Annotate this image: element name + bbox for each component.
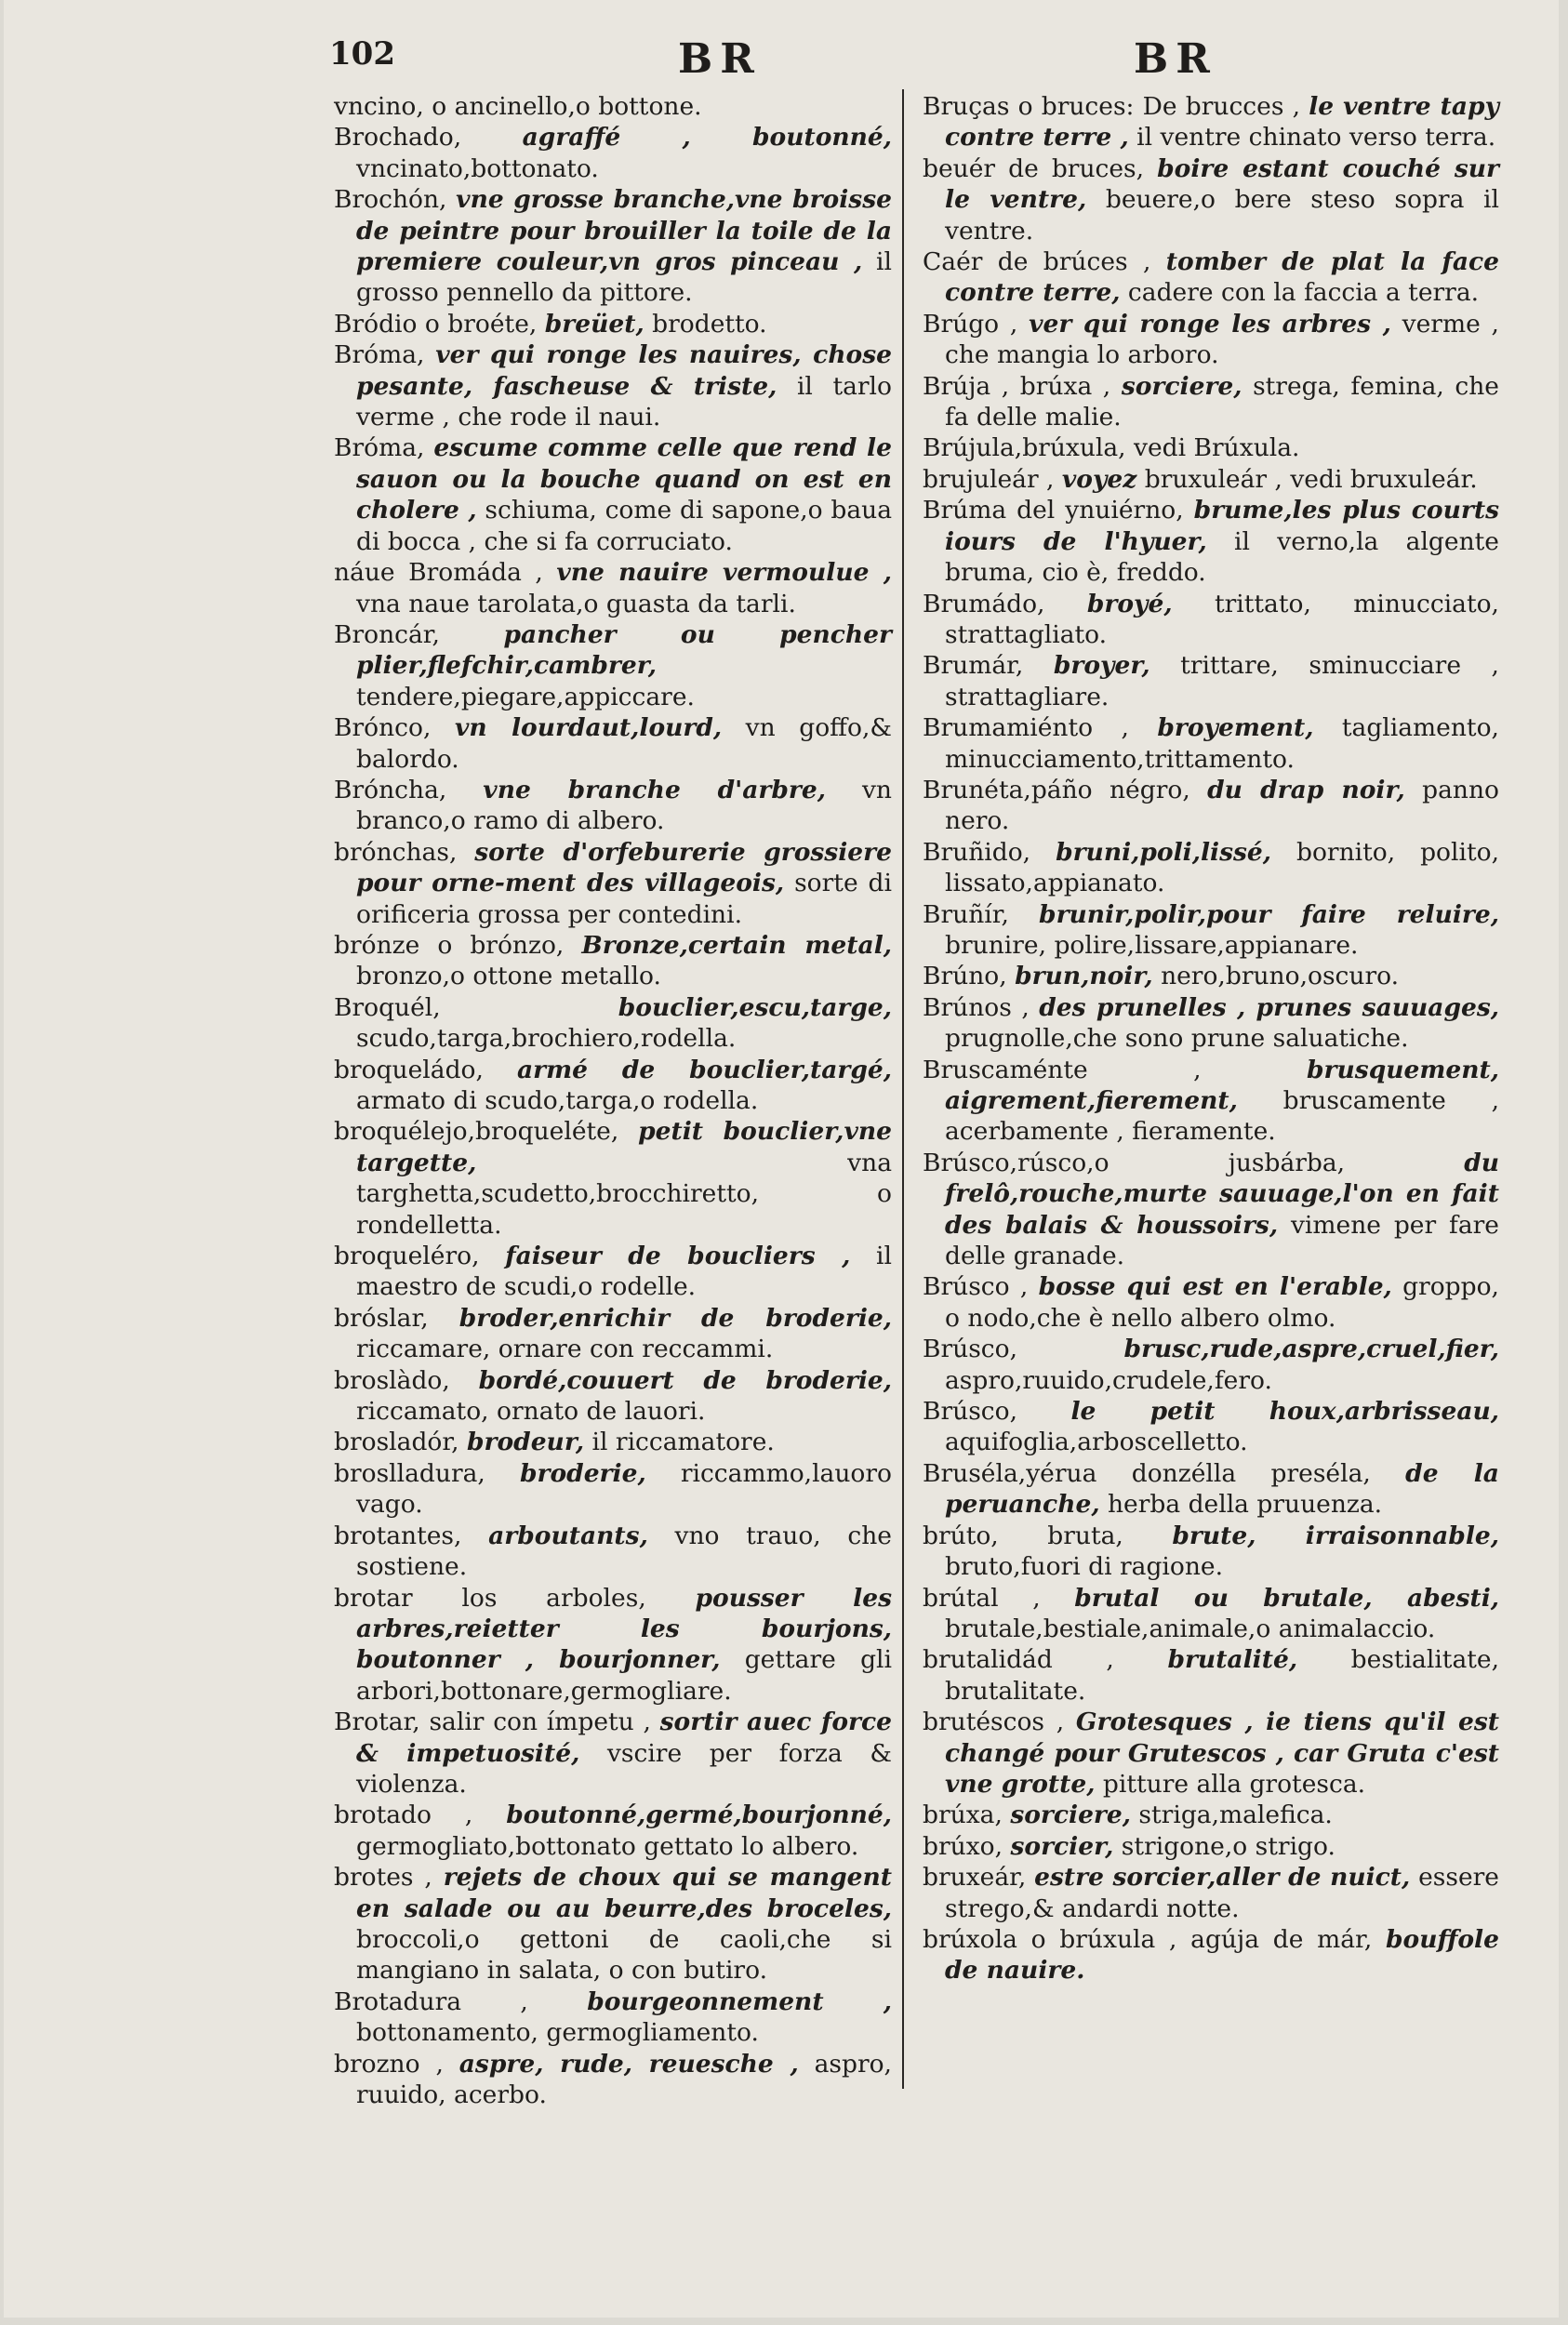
italian-gloss: bottonamento, germogliamento. <box>356 2018 759 2048</box>
spanish-headword: brotes , <box>334 1863 432 1893</box>
french-gloss: faiseur de boucliers , <box>505 1242 851 1271</box>
dictionary-entry <box>334 1116 892 1241</box>
italian-gloss: il verno,la algente bruma, cio è, freddo. <box>945 526 1499 588</box>
italian-gloss: vn goffo,& balordo. <box>356 713 892 774</box>
italian-gloss: panno nero. <box>945 775 1499 836</box>
italian-gloss: nero,bruno,oscuro. <box>1161 962 1400 991</box>
spanish-headword: brozno , <box>334 2049 444 2079</box>
dictionary-entry <box>334 1303 892 1365</box>
dictionary-entry <box>923 992 1499 1055</box>
spanish-headword: brosladór, <box>334 1428 459 1457</box>
italian-gloss: tagliamento, minucciamento,trittamento. <box>945 713 1499 774</box>
spanish-headword: Bruscaménte , <box>923 1055 1202 1084</box>
italian-gloss: bornito, polito, lissato,appianato. <box>945 837 1499 898</box>
french-gloss: estre sorcier,aller de nuict, <box>1034 1863 1411 1893</box>
french-gloss: le ventre tapy contre terre , <box>945 92 1499 153</box>
spanish-headword: Brumádo, <box>923 589 1045 618</box>
dictionary-entry <box>923 1644 1499 1707</box>
dictionary-entry <box>334 712 892 775</box>
italian-gloss: strega, femina, che fa delle malie. <box>945 371 1499 432</box>
french-gloss: brusc,rude,aspre,cruel,fier, <box>1123 1335 1499 1364</box>
french-gloss: escume comme celle que rend le sauon ou la bouche quand on est en cholere , <box>356 433 892 525</box>
italian-gloss: tendere,piegare,appiccare. <box>356 682 695 711</box>
italian-gloss: cadere con la faccia a terra. <box>1127 278 1480 308</box>
italian-gloss: trittare, sminucciare , strattagliare. <box>945 651 1499 711</box>
french-gloss: du drap noir, <box>1207 775 1405 804</box>
italian-gloss: il ventre chinato verso terra. <box>1136 123 1496 153</box>
italian-gloss: bruxuleár , vedi bruxuleár. <box>1144 464 1478 494</box>
italian-gloss: vno trauo, che sostiene. <box>356 1521 892 1582</box>
italian-gloss: strigone,o strigo. <box>1121 1831 1335 1861</box>
spanish-headword: Brúma del ynuiérno, <box>923 496 1184 525</box>
italian-gloss: vn branco,o ramo di albero. <box>356 775 892 836</box>
spanish-headword: Brúno, <box>923 962 1007 991</box>
dictionary-entry <box>923 899 1499 962</box>
spanish-headword: broqueléro, <box>334 1242 480 1271</box>
french-gloss: brunir,polir,pour faire reluire, <box>1039 899 1499 929</box>
spanish-headword: broquélejo,broqueléte, <box>334 1117 619 1147</box>
running-head-right: BR <box>1134 35 1217 83</box>
dictionary-entry <box>334 930 892 992</box>
french-gloss: brutal ou brutale, abesti, <box>1074 1583 1499 1613</box>
dictionary-entry <box>923 775 1499 837</box>
dictionary-entry <box>923 1583 1499 1645</box>
dictionary-entry <box>334 339 892 432</box>
french-gloss: brutalité, <box>1167 1645 1298 1675</box>
italian-gloss: vna naue tarolata,o guasta da tarli. <box>356 589 796 618</box>
dictionary-entry <box>923 432 1499 463</box>
dictionary-entry <box>334 1521 892 1583</box>
french-gloss: sorciere, <box>1010 1800 1131 1830</box>
french-gloss: armé de bouclier,targé, <box>516 1055 892 1084</box>
dictionary-entry <box>334 91 892 122</box>
french-gloss: boutonné,germé,bourjonné, <box>506 1800 892 1830</box>
spanish-headword: Brotar, salir con ímpetu , <box>334 1707 651 1737</box>
spanish-headword: Brúsco, <box>923 1397 1018 1427</box>
dictionary-entry <box>923 1396 1499 1458</box>
italian-gloss: groppo, o nodo,che è nello albero olmo. <box>945 1272 1499 1333</box>
french-gloss: broderie, <box>520 1458 646 1488</box>
french-gloss: bordé,couuert de broderie, <box>478 1365 892 1395</box>
french-gloss: brun,noir, <box>1015 962 1153 991</box>
dictionary-entry <box>923 837 1499 899</box>
dictionary-entry <box>923 1148 1499 1272</box>
spanish-headword: brujuleár , <box>923 464 1055 494</box>
french-gloss: ver qui ronge les arbres , <box>1029 309 1391 339</box>
spanish-headword: Bruséla,yérua donzélla preséla, <box>923 1458 1371 1488</box>
french-gloss: brodeur, <box>467 1428 585 1457</box>
spanish-headword: brónze o brónzo, <box>334 930 565 960</box>
italian-gloss: riccammo,lauoro vago. <box>356 1458 892 1520</box>
dictionary-entry <box>923 1271 1499 1334</box>
spanish-headword: Brochón, <box>334 185 447 215</box>
dictionary-entry <box>334 1365 892 1428</box>
french-gloss: bruni,poli,lissé, <box>1056 837 1272 867</box>
italian-gloss: il grosso pennello da pittore. <box>356 247 892 308</box>
french-gloss: de la peruanche, <box>945 1458 1499 1520</box>
italian-gloss: aspro,ruuido,crudele,fero. <box>945 1365 1272 1395</box>
spanish-headword: brúxola o brúxula , agúja de már, <box>923 1924 1373 1954</box>
french-gloss: Bronze,certain metal, <box>581 930 892 960</box>
french-gloss: sorcier, <box>1010 1831 1114 1861</box>
dictionary-entry <box>334 619 892 712</box>
italian-gloss: beuere,o bere steso sopra il ventre. <box>945 185 1499 246</box>
italian-gloss: aspro, ruuido, acerbo. <box>356 2049 892 2109</box>
dictionary-entry <box>923 650 1499 712</box>
spanish-headword: brutalidád , <box>923 1645 1114 1675</box>
french-gloss: sortir auec force & impetuosité, <box>356 1707 892 1768</box>
french-gloss: brusquement, aigrement,fierement, <box>945 1055 1499 1115</box>
spanish-headword: Brochado, <box>334 123 462 153</box>
spanish-headword: Brotadura , <box>334 1986 528 2016</box>
spanish-headword: brotar los arboles, <box>334 1583 646 1613</box>
spanish-headword: Brúja , brúxa , <box>923 371 1111 401</box>
french-gloss: broder,enrichir de broderie, <box>458 1303 892 1333</box>
dictionary-entry <box>923 1334 1499 1396</box>
french-gloss: bouclier,escu,targe, <box>618 992 892 1022</box>
italian-gloss: bruscamente , acerbamente , fieramente. <box>945 1086 1499 1147</box>
dictionary-entry <box>334 1055 892 1117</box>
dictionary-entry <box>334 837 892 930</box>
dictionary-entry <box>334 432 892 557</box>
spanish-headword: Bróma, <box>334 433 425 463</box>
french-gloss: aspre, rude, reuesche , <box>458 2049 799 2079</box>
spanish-headword: brotado , <box>334 1800 473 1830</box>
dictionary-entry <box>923 1055 1499 1148</box>
dictionary-entry <box>923 961 1499 991</box>
dictionary-entry <box>923 589 1499 651</box>
italian-gloss: riccamare, ornare con reccammi. <box>356 1335 774 1364</box>
spanish-headword: broqueládo, <box>334 1055 484 1084</box>
italian-gloss: aquifoglia,arboscelletto. <box>945 1428 1248 1457</box>
spanish-headword: Caér de brúces , <box>923 247 1151 277</box>
dictionary-page <box>4 0 1559 2318</box>
page-header <box>4 35 1559 91</box>
spanish-headword: brúxo, <box>923 1831 1003 1861</box>
italian-gloss: il tarlo verme , che rode il naui. <box>356 371 892 432</box>
italian-gloss: prugnolle,che sono prune saluatiche. <box>945 1024 1409 1054</box>
italian-gloss: schiuma, come di sapone,o baua di bocca , che si fa corruciato. <box>356 496 892 556</box>
italian-gloss: vncinato,bottonato. <box>356 153 599 183</box>
italian-gloss: il riccamatore. <box>591 1428 775 1457</box>
spanish-headword: Brúsco, <box>923 1335 1018 1364</box>
left-column <box>334 91 892 2110</box>
spanish-headword: Broncár, <box>334 619 440 649</box>
italian-gloss: bronzo,o ottone metallo. <box>356 962 661 991</box>
french-gloss: des prunelles , prunes sauuages, <box>1039 992 1499 1022</box>
italian-gloss: verme , che mangia lo arboro. <box>945 309 1499 370</box>
spanish-headword: Brumár, <box>923 651 1024 681</box>
dictionary-entry <box>334 775 892 837</box>
french-gloss: Grotesques , ie tiens qu'il est changé pour Grutescos , car Gruta c'est vne grotte, <box>945 1707 1500 1799</box>
dictionary-entry <box>923 153 1499 246</box>
dictionary-entry <box>334 1862 892 1986</box>
dictionary-entry <box>923 712 1499 775</box>
italian-gloss: brutale,bestiale,animale,o animalaccio. <box>945 1614 1436 1643</box>
column-divider <box>902 89 904 2089</box>
spanish-headword: Brumamiénto , <box>923 713 1129 743</box>
spanish-headword: broslàdo, <box>334 1365 450 1395</box>
italian-gloss: sorte di orificeria grossa per contedini. <box>356 869 892 929</box>
french-gloss: pancher ou pencher plier,flefchir,cambrer, <box>356 619 892 681</box>
dictionary-entry <box>334 1458 892 1521</box>
spanish-headword: brotantes, <box>334 1521 462 1550</box>
dictionary-entry <box>334 557 892 619</box>
spanish-headword: Brónco, <box>334 713 432 743</box>
italian-gloss: vna targhetta,scudetto,brocchiretto, o rondelletta. <box>356 1148 892 1240</box>
dictionary-entry <box>334 184 892 309</box>
spanish-headword: Brúnos , <box>923 992 1030 1022</box>
dictionary-entry <box>334 1986 892 2049</box>
french-gloss: broyer, <box>1053 651 1150 681</box>
dictionary-entry <box>334 122 892 184</box>
spanish-headword: brutéscos , <box>923 1707 1065 1737</box>
spanish-headword: broslladura, <box>334 1458 485 1488</box>
french-gloss: sorte d'orfeburerie grossiere pour orne-ment des villageois, <box>356 837 892 898</box>
italian-gloss: armato di scudo,targa,o rodella. <box>356 1086 759 1115</box>
french-gloss: pousser les arbres,reietter les bourjons, boutonner , bourjonner, <box>356 1583 892 1675</box>
spanish-headword: beuér de bruces, <box>923 153 1145 183</box>
spanish-headword: bróslar, <box>334 1303 429 1333</box>
french-gloss: broyé, <box>1086 589 1173 618</box>
dictionary-entry <box>923 1831 1499 1862</box>
dictionary-entry <box>923 91 1499 153</box>
dictionary-entry <box>334 1427 892 1457</box>
dictionary-entry <box>923 1707 1499 1800</box>
french-gloss: le petit houx,arbrisseau, <box>1070 1397 1499 1427</box>
running-head-left: BR <box>678 35 762 83</box>
spanish-headword: Bróncha, <box>334 775 447 804</box>
dictionary-entry <box>334 1800 892 1862</box>
french-gloss: ver qui ronge les nauires, chose pesante, fascheuse & triste, <box>356 340 892 401</box>
dictionary-entry <box>923 246 1499 309</box>
dictionary-entry <box>334 992 892 1055</box>
italian-gloss: broccoli,o gettoni de caoli,che si mangiano in salata, o con butiro. <box>356 1924 892 1986</box>
dictionary-entry <box>334 309 892 339</box>
dictionary-entry <box>923 1862 1499 1924</box>
italian-gloss: bestialitate, brutalitate. <box>945 1645 1499 1706</box>
spanish-headword: vncino, o ancinello,o bottone. <box>334 92 702 121</box>
dictionary-entry <box>923 495 1499 588</box>
spanish-headword: Brúsco,rúsco,o jusbárba, <box>923 1148 1346 1177</box>
italian-gloss: brodetto. <box>652 309 767 339</box>
dictionary-entry <box>923 1521 1499 1583</box>
dictionary-entry <box>334 2049 892 2111</box>
dictionary-entry <box>334 1241 892 1303</box>
french-gloss: rejets de choux qui se mangent en salade ou au beurre,des broceles, <box>356 1863 892 1923</box>
spanish-headword: Brúgo , <box>923 309 1018 339</box>
italian-gloss: riccamato, ornato de lauori. <box>356 1397 706 1427</box>
french-gloss: vn lourdaut,lourd, <box>454 713 723 743</box>
dictionary-entry <box>923 371 1499 433</box>
french-gloss: bosse qui est en l'erable, <box>1038 1272 1392 1302</box>
french-gloss: brute, irraisonnable, <box>1172 1521 1499 1550</box>
spanish-headword: Bruñido, <box>923 837 1031 867</box>
italian-gloss: il maestro de scudi,o rodelle. <box>356 1242 892 1302</box>
spanish-headword: Bruñír, <box>923 899 1009 929</box>
french-gloss: vne branche d'arbre, <box>483 775 826 804</box>
italian-gloss: pitture alla grotesca. <box>1102 1769 1366 1799</box>
spanish-headword: Brunéta,páño négro, <box>923 775 1190 804</box>
italian-gloss: striga,malefica. <box>1138 1800 1333 1830</box>
italian-gloss: vimene per fare delle granade. <box>945 1210 1499 1271</box>
spanish-headword: Brújula,brúxula, vedi Brúxula. <box>923 433 1300 463</box>
french-gloss: vne nauire vermoulue , <box>556 558 892 588</box>
dictionary-entry <box>334 1707 892 1800</box>
spanish-headword: bruxeár, <box>923 1863 1027 1893</box>
french-gloss: tomber de plat la face contre terre, <box>945 247 1499 308</box>
italian-gloss: trittato, minucciato, strattagliato. <box>945 589 1499 649</box>
italian-gloss: herba della pruuenza. <box>1107 1490 1383 1520</box>
italian-gloss: germogliato,bottonato gettato lo albero. <box>356 1831 859 1861</box>
spanish-headword: brúto, bruta, <box>923 1521 1123 1550</box>
italian-gloss: gettare gli arbori,bottonare,germogliare. <box>356 1645 892 1706</box>
spanish-headword: brónchas, <box>334 837 458 867</box>
dictionary-entry <box>923 309 1499 371</box>
italian-gloss: brunire, polire,lissare,appianare. <box>945 930 1359 960</box>
italian-gloss: scudo,targa,brochiero,rodella. <box>356 1024 737 1054</box>
french-gloss: broyement, <box>1157 713 1314 743</box>
french-gloss: brume,les plus courts iours de l'hyuer, <box>945 496 1499 556</box>
italian-gloss: bruto,fuori di ragione. <box>945 1552 1224 1582</box>
dictionary-entry <box>923 1458 1499 1521</box>
french-gloss: petit bouclier,vne targette, <box>356 1117 892 1177</box>
french-gloss: voyez <box>1061 464 1137 494</box>
french-gloss: arboutants, <box>488 1521 648 1550</box>
french-gloss: agraffé , boutonné, <box>522 123 892 153</box>
french-gloss: sorciere, <box>1121 371 1242 401</box>
dictionary-entry <box>923 1800 1499 1830</box>
french-gloss: bouffole de nauire. <box>945 1924 1499 1986</box>
italian-gloss: essere strego,& andardi notte. <box>945 1863 1499 1923</box>
spanish-headword: brútal , <box>923 1583 1041 1613</box>
spanish-headword: Brúsco , <box>923 1272 1029 1302</box>
spanish-headword: náue Bromáda , <box>334 558 543 588</box>
french-gloss: boire estant couché sur le ventre, <box>945 153 1499 215</box>
spanish-headword: Bróma, <box>334 340 425 370</box>
spanish-headword: Bruças o bruces: De brucces , <box>923 92 1301 121</box>
french-gloss: breüet, <box>544 309 644 339</box>
right-column <box>923 91 1499 1986</box>
french-gloss: bourgeonnement , <box>587 1986 892 2016</box>
spanish-headword: Broquél, <box>334 992 441 1022</box>
dictionary-entry <box>923 464 1499 495</box>
spanish-headword: brúxa, <box>923 1800 1003 1830</box>
italian-gloss: vscire per forza & violenza. <box>356 1738 892 1799</box>
french-gloss: vne grosse branche,vne broisse de peintre pour brouiller la toile de la premiere couleur,vn gros pinceau , <box>356 185 892 277</box>
french-gloss: du frelô,rouche,murte sauuage,l'on en fait des balais & houssoirs, <box>945 1148 1499 1240</box>
spanish-headword: Bródio o broéte, <box>334 309 538 339</box>
dictionary-entry <box>334 1583 892 1707</box>
dictionary-entry <box>923 1924 1499 1986</box>
page-number: 102 <box>329 35 395 73</box>
